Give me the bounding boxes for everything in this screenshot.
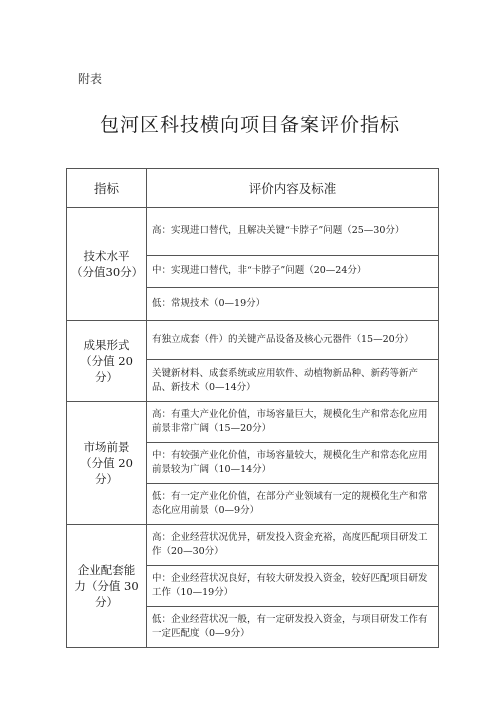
indicator-enterprise-capacity [67, 525, 147, 648]
table-header-row [67, 169, 439, 208]
table-row [67, 525, 439, 566]
indicator-label: 企业配套能 [77, 563, 136, 577]
criteria-cell: 低：常规技术（0—19分） [147, 288, 439, 321]
criteria-cell: 中：实现进口替代，非“卡脖子”问题（20—24分） [147, 255, 439, 288]
indicator-market-prospect [67, 402, 147, 525]
indicator-label: 成果形式 [83, 338, 130, 352]
document-title: 包河区科技横向项目备案评价指标 [99, 114, 400, 136]
indicator-output-form [67, 321, 147, 402]
appendix-label: 附表 [78, 72, 103, 86]
criteria-cell: 低：企业经营状况一般，有一定研发投入资金，与项目研发工作有一定匹配度（0—9分） [147, 607, 439, 648]
indicator-score: （分值 20 分） [80, 456, 133, 486]
table-row [67, 321, 439, 360]
criteria-cell: 高：有重大产业化价值，市场容量巨大，规模化生产和常态化应用前景非常广阔（15—20分） [147, 402, 439, 443]
table-row [67, 402, 439, 443]
criteria-cell: 有独立成套（件）的关键产品设备及核心元器件（15—20分） [147, 321, 439, 360]
header-indicator: 指标 [67, 169, 147, 208]
indicator-score: （分值30分） [71, 265, 144, 279]
criteria-cell: 中：企业经营状况良好，有较大研发投入资金，较好匹配项目研发工作（10—19分） [147, 566, 439, 607]
table-row [67, 208, 439, 256]
evaluation-table [66, 168, 439, 648]
criteria-cell: 关键新材料、成套系统或应用软件、动植物新品种、新药等新产品、新技术（0—14分） [147, 360, 439, 402]
criteria-cell: 高：实现进口替代，且解决关键“卡脖子”问题（25—30分） [147, 208, 439, 256]
criteria-cell: 高：企业经营状况优异，研发投入资金充裕，高度匹配项目研发工作（20—30分） [147, 525, 439, 566]
criteria-cell: 低：有一定产业化价值，在部分产业领域有一定的规模化生产和常态化应用前景（0—9分） [147, 484, 439, 525]
criteria-cell: 中：有较强产业化价值，市场容量较大，规模化生产和常态化应用前景较为广阔（10—14分） [147, 443, 439, 484]
indicator-tech-level [67, 208, 147, 321]
header-criteria: 评价内容及标准 [147, 169, 439, 208]
indicator-label: 技术水平 [83, 249, 130, 263]
indicator-score: （分值 20 分） [80, 354, 133, 384]
indicator-score: 力（分值 30 分） [74, 579, 139, 609]
indicator-label: 市场前景 [83, 440, 130, 454]
